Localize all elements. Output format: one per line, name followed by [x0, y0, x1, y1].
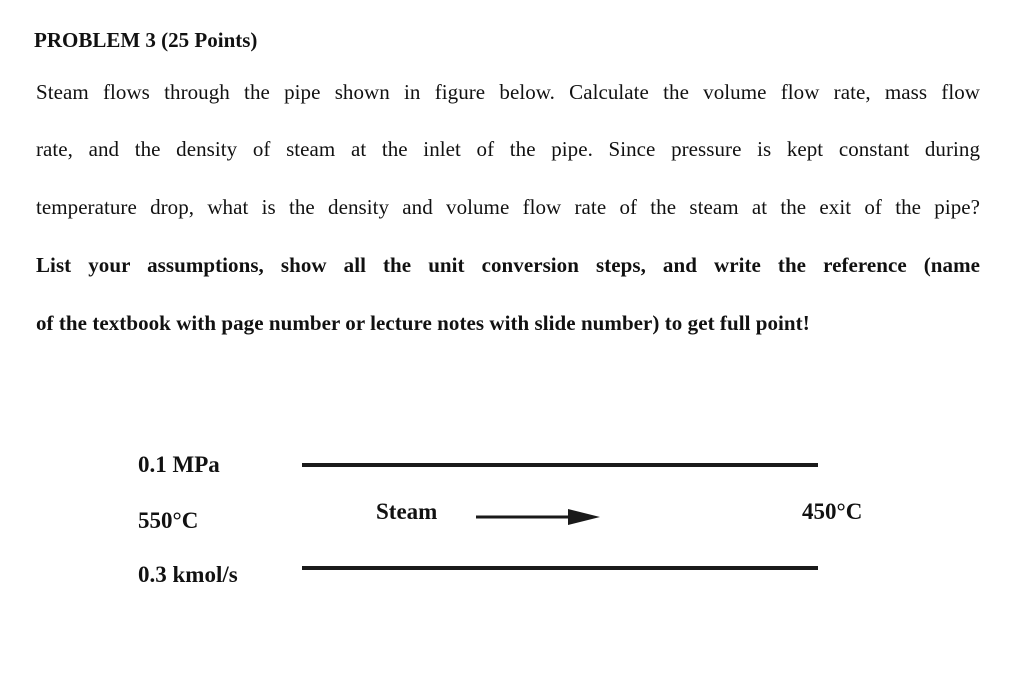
pipe-bottom-wall — [302, 566, 818, 570]
right-arrow-icon — [476, 508, 600, 526]
problem-line-4: List your assumptions, show all the unit conversion steps, and write the reference (name — [36, 253, 980, 277]
problem-line-2: rate, and the density of steam at the inlet of the pipe. Since pressure is kept constant during — [36, 137, 980, 161]
problem-line-3: temperature drop, what is the density and volume flow rate of the steam at the exit of the pipe? — [36, 195, 980, 219]
steam-label: Steam — [376, 499, 438, 524]
outlet-temperature-label: 450°C — [802, 499, 863, 524]
inlet-temperature-label: 550°C — [138, 508, 199, 533]
problem-title: PROBLEM 3 (25 Points) — [34, 28, 258, 52]
inlet-flow-label: 0.3 kmol/s — [138, 562, 238, 587]
pipe-top-wall — [302, 463, 818, 467]
problem-line-1: Steam flows through the pipe shown in figure below. Calculate the volume flow rate, mass flow — [36, 80, 980, 104]
problem-line-5: of the textbook with page number or lecture notes with slide number) to get full point! — [36, 311, 810, 335]
inlet-pressure-label: 0.1 MPa — [138, 452, 220, 477]
